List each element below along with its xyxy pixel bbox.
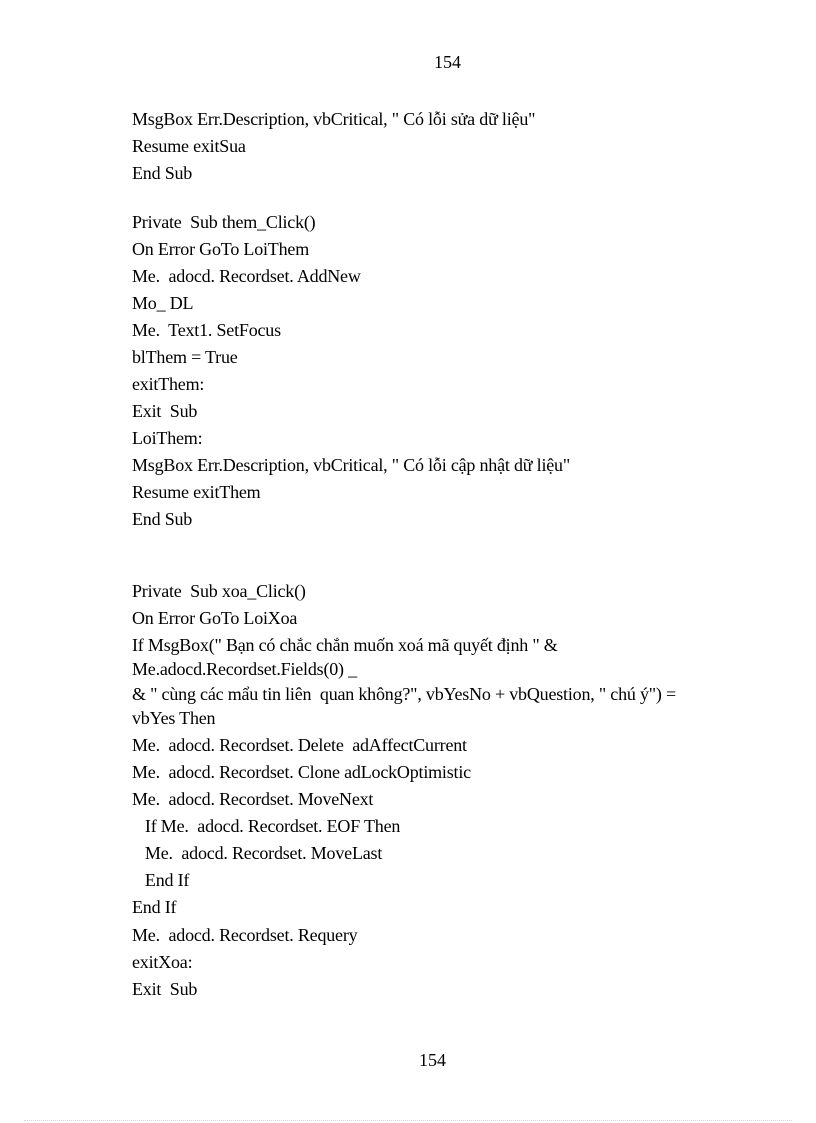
- code-line: Me. Text1. SetFocus: [132, 320, 281, 340]
- code-line: Private Sub them_Click(): [132, 212, 316, 232]
- code-line: Me. adocd. Recordset. Delete adAffectCurrent: [132, 735, 467, 755]
- code-line: End If: [132, 870, 190, 890]
- code-line: Me. adocd. Recordset. MoveLast: [132, 843, 383, 863]
- code-line: On Error GoTo LoiXoa: [132, 608, 298, 628]
- code-line: Me. adocd. Recordset. Clone adLockOptimistic: [132, 762, 471, 782]
- code-line: LoiThem:: [132, 428, 203, 448]
- code-line: End Sub: [132, 509, 193, 529]
- code-line: Me.adocd.Recordset.Fields(0) _: [132, 659, 357, 679]
- code-line: Resume exitThem: [132, 482, 261, 502]
- code-line: Exit Sub: [132, 979, 198, 999]
- code-line: If Me. adocd. Recordset. EOF Then: [132, 816, 401, 836]
- code-line: exitXoa:: [132, 952, 193, 972]
- code-line: Private Sub xoa_Click(): [132, 581, 306, 601]
- code-line: Resume exitSua: [132, 136, 246, 156]
- code-line: Me. adocd. Recordset. AddNew: [132, 266, 361, 286]
- code-line: Exit Sub: [132, 401, 198, 421]
- code-line: Mo_ DL: [132, 293, 194, 313]
- code-line: exitThem:: [132, 374, 205, 394]
- page-bottom-border: [24, 1120, 792, 1121]
- page-number-top: 154: [434, 52, 461, 72]
- code-line: blThem = True: [132, 347, 238, 367]
- code-line: MsgBox Err.Description, vbCritical, " Có lỗi cập nhật dữ liệu": [132, 455, 570, 475]
- code-line: Me. adocd. Recordset. Requery: [132, 925, 358, 945]
- code-line: Me. adocd. Recordset. MoveNext: [132, 789, 374, 809]
- code-line: On Error GoTo LoiThem: [132, 239, 309, 259]
- code-line: End If: [132, 897, 177, 917]
- code-line: & " cùng các mẩu tin liên quan không?", vbYesNo + vbQuestion, " chú ý") =: [132, 684, 676, 704]
- page-number-bottom: 154: [419, 1050, 446, 1070]
- code-line: vbYes Then: [132, 708, 216, 728]
- code-line: If MsgBox(" Bạn có chắc chắn muốn xoá mã quyết định " &: [132, 635, 558, 655]
- code-line: End Sub: [132, 163, 193, 183]
- code-line: MsgBox Err.Description, vbCritical, " Có lỗi sửa dữ liệu": [132, 109, 536, 129]
